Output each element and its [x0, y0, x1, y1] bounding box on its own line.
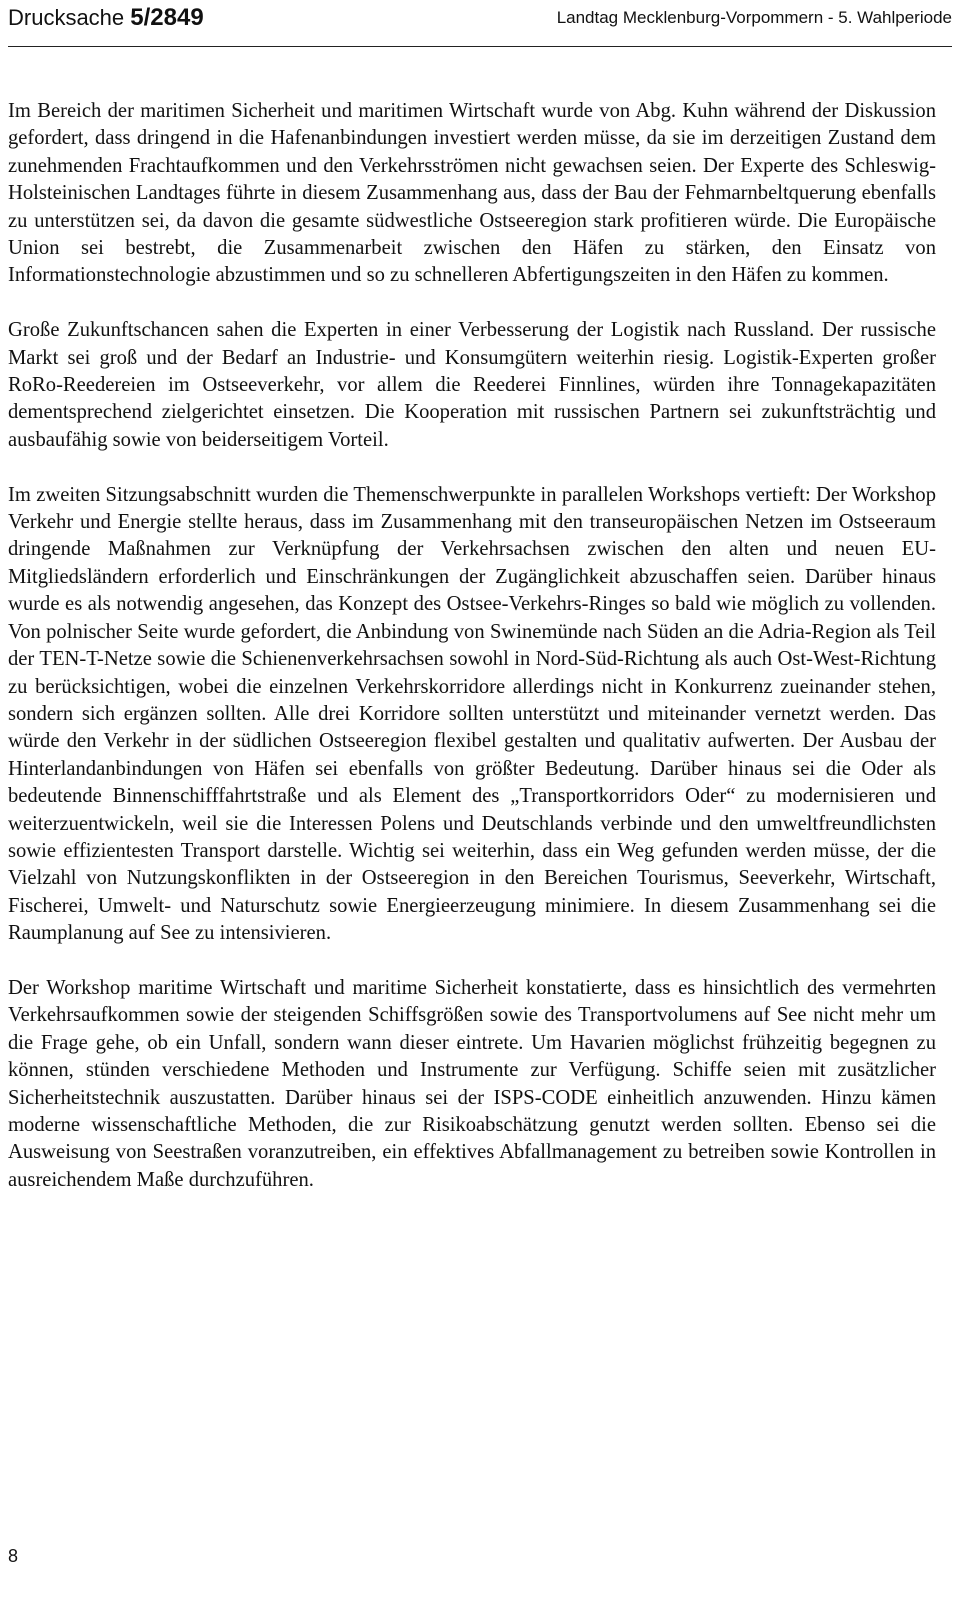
paragraph-logistics-russia: Große Zukunftschancen sahen die Experten in einer Verbesserung der Logistik nach Russland. Der russische Markt sei groß und der Bedarf an Industrie- und Konsumgütern weiterhin riesig. Logistik-Experten großer RoRo-Reedereien im Ostseeverkehr, vor allem die Reederei Finnlines, würden ihre Tonnagekapazitäten dementsprechend zielgerichtet einsetzen. Die Kooperation mit russischen Partnern sei zukunftsträchtig und ausbaufähig sowie von beiderseitigem Vorteil. — [8, 319, 936, 451]
document-label: Drucksache — [8, 5, 131, 30]
page-number: 8 — [8, 1546, 19, 1566]
page-header — [8, 0, 952, 47]
paragraph-maritime-security: Im Bereich der maritimen Sicherheit und maritimen Wirtschaft wurde von Abg. Kuhn während der Diskussion gefordert, dass dringend in die Hafenanbindungen investiert werden müsse, da sie im derzeitigen Zustand dem zunehmenden Frachtaufkommen und den Verkehrsströmen nicht gewachsen seien. Der Experte des Schleswig-Holsteinischen Landtages führte in diesem Zusammenhang aus, dass der Bau der Fehmarnbeltquerung ebenfalls zu unterstützen sei, da davon die gesamte südwestliche Ostseeregion stark profitieren würde. Die Europäische Union sei bestrebt, die Zusammenarbeit zwischen den Häfen zu stärken, den Einsatz von Informationstechnologie abzustimmen und so zu schnelleren Abfertigungszeiten in den Häfen zu kommen. — [8, 100, 936, 287]
paragraph-workshop-maritime-economy: Der Workshop maritime Wirtschaft und maritime Sicherheit konstatierte, dass es hinsichtlich des vermehrten Verkehrsaufkommen sowie der steigenden Schiffsgrößen sowie des Transportvolumens auf See nicht mehr um die Frage gehe, ob ein Unfall, sondern wann dieser eintrete. Um Havarien möglichst frühzeitig begegnen zu können, stünden verschiedene Methoden und Instrumente zur Verfügung. Schiffe seien mit zusätzlicher Sicherheitstechnik auszustatten. Darüber hinaus sei der ISPS-CODE einheitlich anzuwenden. Hinzu kämen moderne wissenschaftliche Methoden, die zur Risikoabschätzung genutzt werden sollten. Ebenso sei die Ausweisung von Seestraßen voranzutreiben, ein effektives Abfallmanagement zu betreiben sowie Kontrollen in ausreichendem Maße durchzuführen. — [8, 976, 936, 1191]
publisher-label: Landtag Mecklenburg-Vorpommern - 5. Wahlperiode — [556, 8, 952, 27]
document-number: 5/2849 — [130, 4, 204, 31]
paragraph-workshop-transport-energy: Im zweiten Sitzungsabschnitt wurden die Themenschwerpunkte in parallelen Workshops vertieft: Der Workshop Verkehr und Energie stellte heraus, dass im Zusammenhang mit den transeuropäischen Netzen im Ostseeraum dringende Maßnahmen zur Verknüpfung der Verkehrsachsen zwischen den alten und neuen EU-Mitgliedsländern erforderlich und Einschränkungen der Zugänglichkeit abzuschaffen seien. Darüber hinaus wurde es als notwendig angesehen, das Konzept des Ostsee-Verkehrs-Ringes so bald wie möglich zu vollenden. Von polnischer Seite wurde gefordert, die Anbindung von Swinemünde nach Süden an die Adria-Region als Teil der TEN-T-Netze sowie die Schienenverkehrsachsen sowohl in Nord-Süd-Richtung als auch Ost-West-Richtung zu berücksichtigen, wobei die einzelnen Verkehrskorridore allerdings nicht in Konkurrenz zueinander stehen, sondern sich ergänzen sollten. Alle drei Korridore sollten unterstützt und miteinander vernetzt werden. Das würde den Verkehr in der südlichen Ostseeregion flexibel gestalten und qualitativ aufwerten. Der Ausbau der Hinterlandanbindungen von Häfen sei ebenfalls von größter Bedeutung. Darüber hinaus sei die Oder als bedeutende Binnenschifffahrtstraße und als Element des „Transportkorridors Oder“ zu modernisieren und weiterzuentwickeln, weil sie die Interessen Polens und Deutschlands verbinde und den umweltfreundlichsten sowie effizientesten Transport darstelle. Wichtig sei weiterhin, dass ein Weg gefunden werden müsse, der die Vielzahl von Nutzungskonflikten in der Ostseeregion in den Bereichen Tourismus, Seeverkehr, Wirtschaft, Fischerei, Umwelt- und Naturschutz sowie Energieerzeugung minimiere. In diesem Zusammenhang sei die Raumplanung auf See zu intensivieren. — [8, 483, 936, 945]
document-body — [8, 98, 936, 1222]
document-reference — [8, 4, 204, 32]
